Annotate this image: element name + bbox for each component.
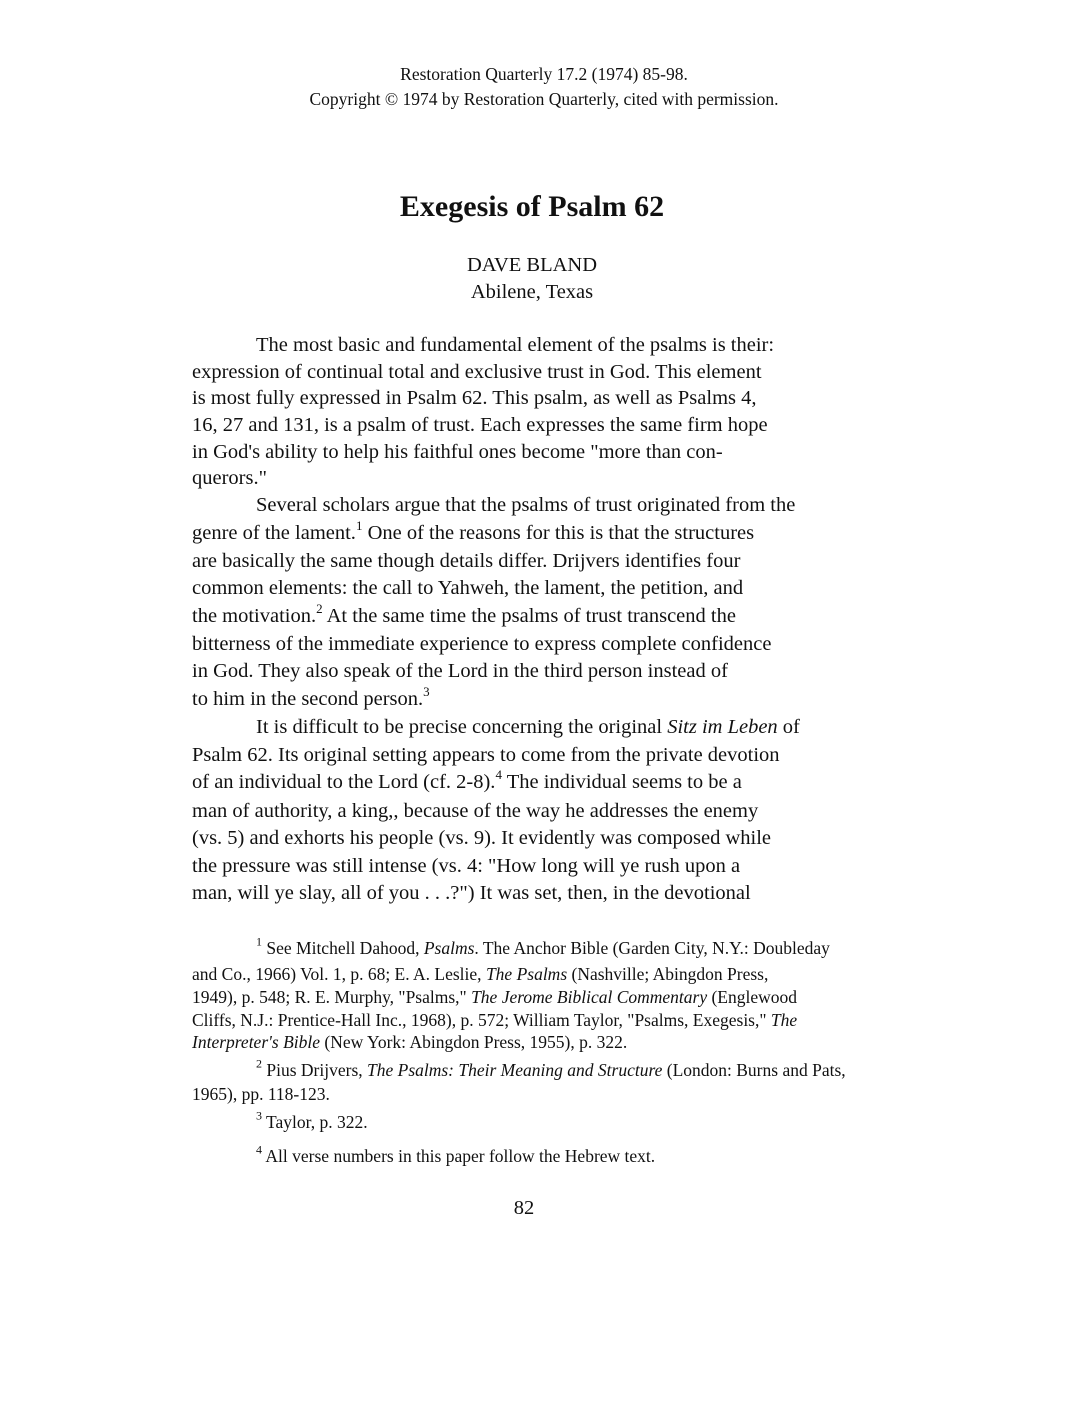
author-location: Abilene, Texas — [470, 281, 594, 303]
body-line: man of authority, a king,, because of the way he addresses the enemy — [192, 800, 759, 822]
body-line: common elements: the call to Yahweh, the lament, the petition, and — [192, 577, 744, 599]
body-line: Several scholars argue that the psalms of trust originated from the — [256, 494, 796, 516]
footnote-line: Cliffs, N.J.: Prentice-Hall Inc., 1968), p. 572; William Taylor, "Psalms, Exegesis," The — [192, 1010, 798, 1030]
body-line: querors." — [192, 467, 267, 489]
body-line: The most basic and fundamental element of the psalms is their: — [256, 334, 775, 356]
body-line: are basically the same though details differ. Drijvers identifies four — [192, 550, 741, 572]
footnote-line: 1965), pp. 118-123. — [192, 1084, 330, 1104]
footnote-2: $^2$ Pius Drijvers, The Psalms: Their Meaning and Structure (London: Burns and Pats, — [256, 1056, 846, 1080]
copyright-line: Copyright © 1974 by Restoration Quarterly, cited with permission. — [309, 89, 779, 109]
footnote-3: $^3$ Taylor, p. 322. — [256, 1108, 368, 1132]
body-line: Psalm 62. Its original setting appears to come from the private devotion — [192, 744, 780, 766]
footnote-line: and Co., 1966) Vol. 1, p. 68; E. A. Leslie, The Psalms (Nashville; Abingdon Press, — [192, 964, 769, 984]
body-line: man, will ye slay, all of you . . .?") It was set, then, in the devotional — [192, 882, 751, 904]
body-line: in God's ability to help his faithful ones become "more than con- — [192, 441, 723, 463]
author-name: DAVE BLAND — [466, 254, 598, 276]
body-line: in God. They also speak of the Lord in the third person instead of — [192, 660, 728, 682]
body-line: 16, 27 and 131, is a psalm of trust. Each expresses the same firm hope — [192, 414, 768, 436]
body-line: expression of continual total and exclusive trust in God. This element — [192, 361, 762, 383]
body-line: is most fully expressed in Psalm 62. This psalm, as well as Psalms 4, — [192, 387, 757, 409]
body-line: of an individual to the Lord (cf. 2-8).$^4$ The individual seems to be a — [192, 766, 742, 793]
footnote-ref: 4 — [495, 766, 502, 782]
footnote-ref: 1 — [355, 517, 363, 533]
footnote-1: $^1$ See Mitchell Dahood, Psalms. The Anchor Bible (Garden City, N.Y.: Doubleday — [256, 934, 830, 958]
body-line: to him in the second person.$^3$ — [192, 683, 430, 710]
footnote-ref: 3 — [423, 683, 430, 699]
footnote-line: Interpreter's Bible (New York: Abingdon Press, 1955), p. 322. — [192, 1032, 628, 1052]
page-number: 82 — [513, 1197, 535, 1219]
body-line: the motivation.$^2$ At the same time the psalms of trust transcend the — [192, 600, 736, 627]
footnote-ref: 2 — [316, 600, 323, 616]
body-line: bitterness of the immediate experience to express complete confidence — [192, 633, 772, 655]
footnote-4: $^4$ All verse numbers in this paper follow the Hebrew text. — [256, 1142, 656, 1166]
body-line: (vs. 5) and exhorts his people (vs. 9). It evidently was composed while — [192, 827, 772, 849]
body-line: genre of the lament.$^1$ One of the reasons for this is that the structures — [192, 517, 755, 544]
article-title: Exegesis of Psalm 62 — [399, 190, 665, 223]
body-line: It is difficult to be precise concerning the original Sitz im Leben of — [256, 716, 800, 738]
footnote-line: 1949), p. 548; R. E. Murphy, "Psalms," The Jerome Biblical Commentary (Englewood — [192, 987, 798, 1007]
body-line: the pressure was still intense (vs. 4: "How long will ye rush upon a — [192, 855, 741, 877]
citation-line: Restoration Quarterly 17.2 (1974) 85-98. — [400, 64, 688, 84]
